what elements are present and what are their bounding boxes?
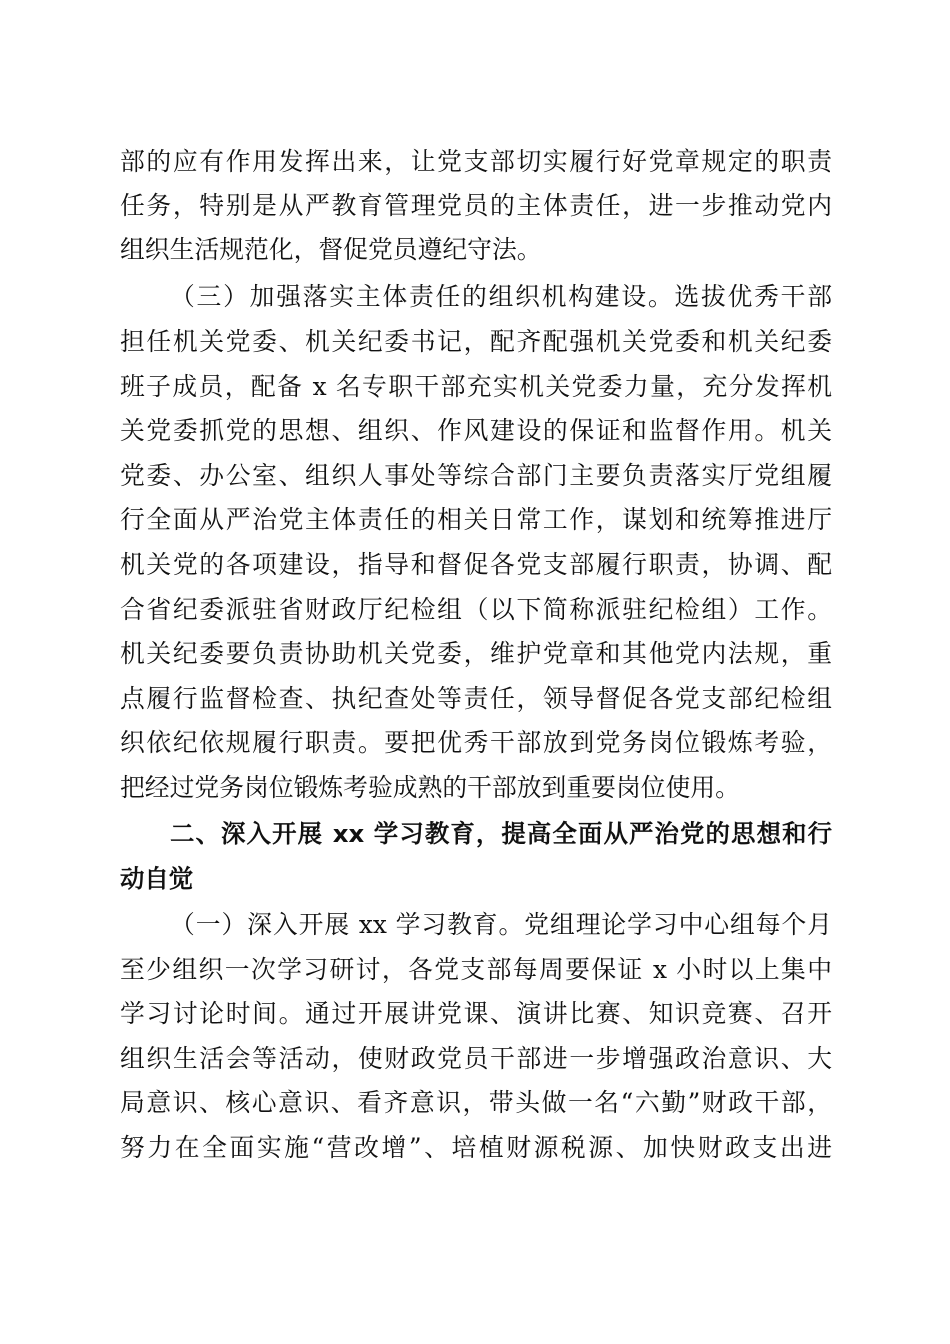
body-line: 点履行监督检查、执纪查处等责任，领导督促各党支部纪检组	[120, 684, 832, 713]
body-line: 组织生活规范化，督促党员遵纪守法。	[120, 235, 542, 264]
body-line: 局意识、核心意识、看齐意识，带头做一名“六勤”财政干部，	[120, 1088, 832, 1117]
body-line: 机关纪委要负责协助机关党委，维护党章和其他党内法规，重	[120, 639, 832, 668]
subsection-heading-line: （一）深入开展 xx 学习教育。党组理论学习中心组每个月	[170, 910, 832, 939]
section-heading-line: 动自觉	[120, 864, 194, 893]
body-line: 学习讨论时间。通过开展讲党课、演讲比赛、知识竞赛、召开	[120, 999, 832, 1028]
body-line: 机关党的各项建设，指导和督促各党支部履行职责，协调、配	[120, 550, 832, 579]
body-line: 把经过党务岗位锻炼考验成熟的干部放到重要岗位使用。	[120, 773, 740, 802]
body-line: 担任机关党委、机关纪委书记，配齐配强机关党委和机关纪委	[120, 327, 832, 356]
section-heading-line: 二、深入开展 xx 学习教育，提高全面从严治党的思想和行	[170, 819, 832, 848]
body-line: 班子成员，配备 x 名专职干部充实机关党委力量，充分发挥机	[120, 372, 832, 401]
body-line: 党委、办公室、组织人事处等综合部门主要负责落实厅党组履	[120, 461, 832, 490]
subsection-heading-line: （三）加强落实主体责任的组织机构建设。选拔优秀干部	[170, 282, 832, 311]
body-line: 织依纪依规履行职责。要把优秀干部放到党务岗位锻炼考验，	[120, 728, 832, 757]
body-line: 部的应有作用发挥出来，让党支部切实履行好党章规定的职责	[120, 147, 832, 176]
body-line: 至少组织一次学习研讨，各党支部每周要保证 x 小时以上集中	[120, 955, 832, 984]
body-line: 组织生活会等活动，使财政党员干部进一步增强政治意识、大	[120, 1044, 832, 1073]
body-line: 任务，特别是从严教育管理党员的主体责任，进一步推动党内	[120, 191, 832, 220]
body-line: 关党委抓党的思想、组织、作风建设的保证和监督作用。机关	[120, 416, 832, 445]
body-line: 努力在全面实施“营改增”、培植财源税源、加快财政支出进	[120, 1133, 832, 1162]
body-line: 行全面从严治党主体责任的相关日常工作，谋划和统筹推进厅	[120, 505, 832, 534]
body-line: 合省纪委派驻省财政厅纪检组（以下简称派驻纪检组）工作。	[120, 595, 832, 624]
